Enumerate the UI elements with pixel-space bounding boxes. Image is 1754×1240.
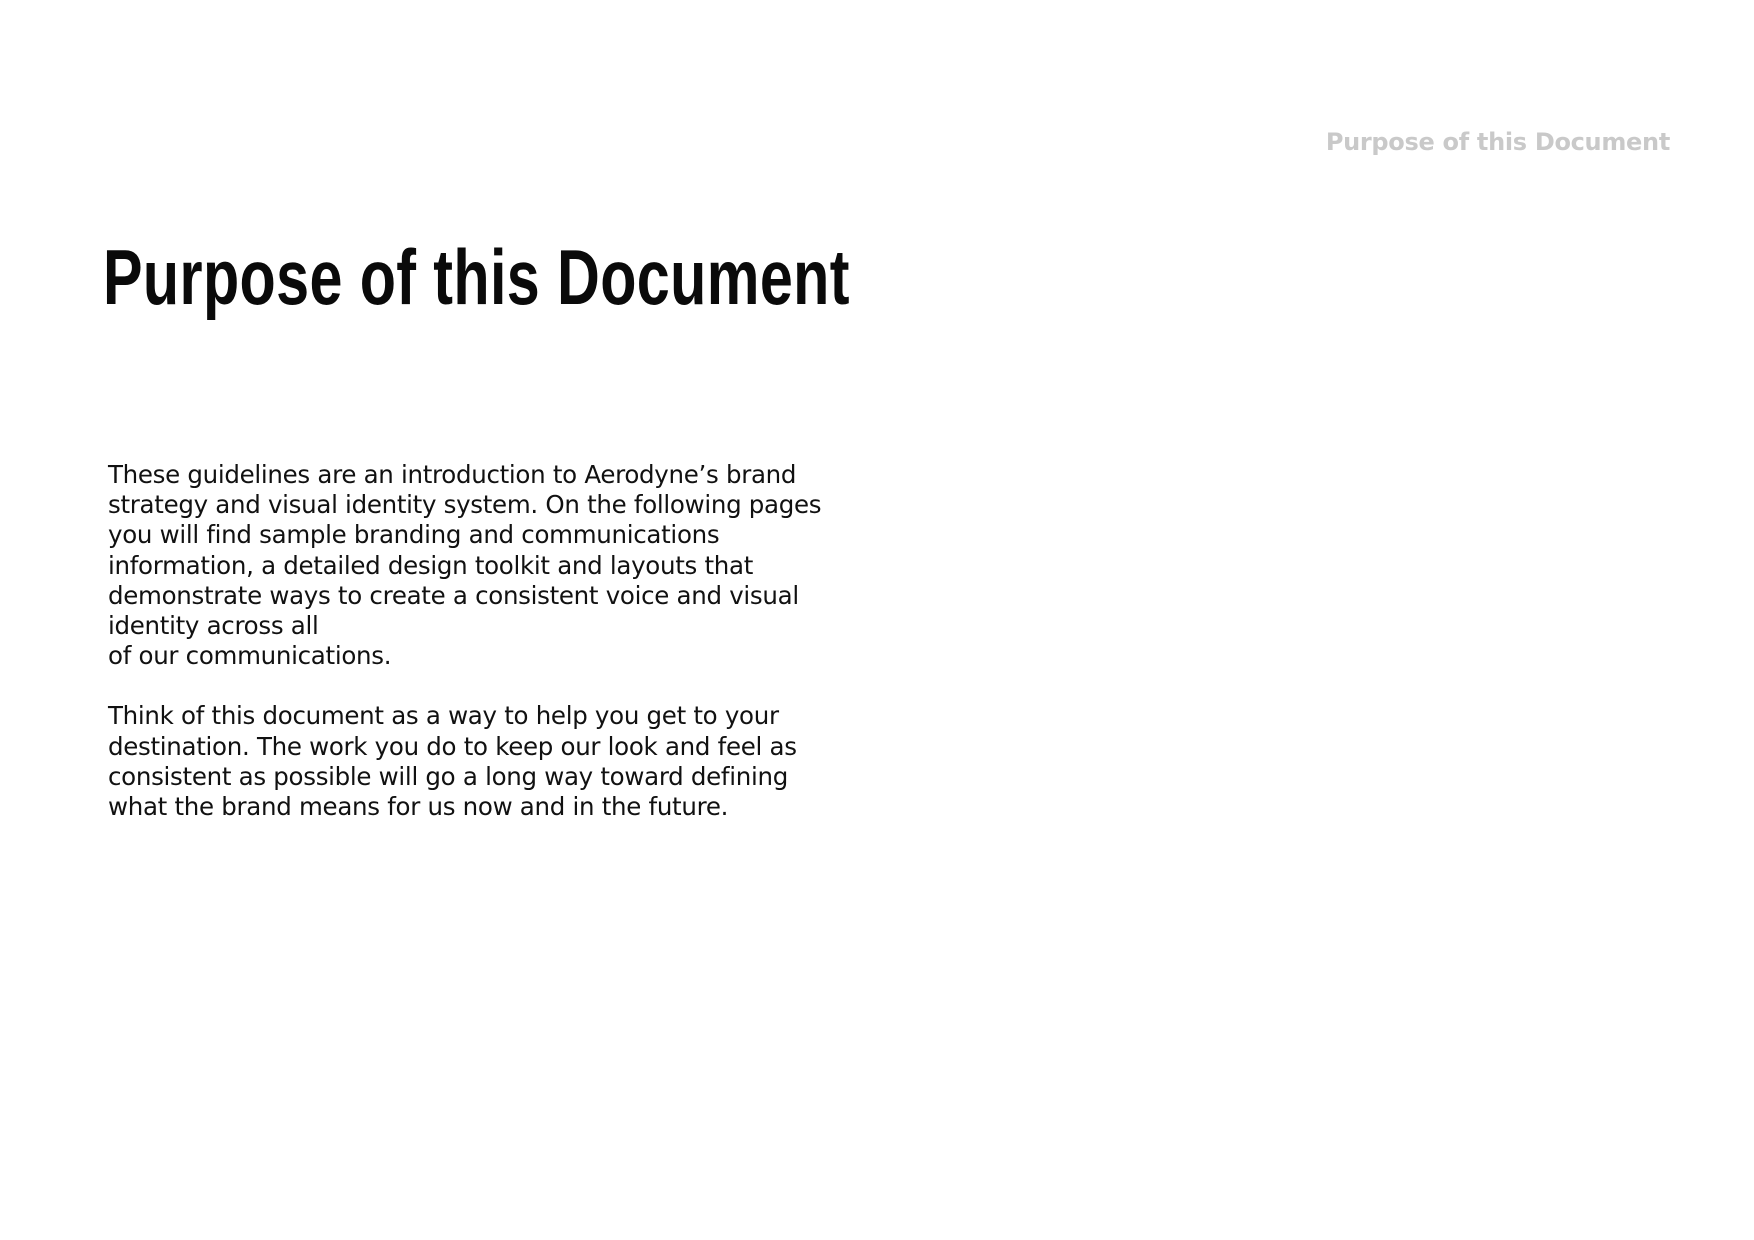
closing-paragraph: Think of this document as a way to help you get to your destination. The work you do to keep our look and feel as consistent as possible will go a long way toward defining what the brand means for us now and in the future. <box>108 701 797 822</box>
page-title: Purpose of this Document <box>103 233 850 321</box>
body-copy <box>108 460 888 822</box>
running-header-title: Purpose of this Document <box>1325 128 1670 156</box>
intro-paragraph: These guidelines are an introduction to Aerodyne’s brand strategy and visual identity system. On the following pages you will find sample branding and communications information, a detailed design toolkit and layouts that demonstrate ways to create a consistent voice and visual identity across all of our communications. <box>108 460 822 671</box>
